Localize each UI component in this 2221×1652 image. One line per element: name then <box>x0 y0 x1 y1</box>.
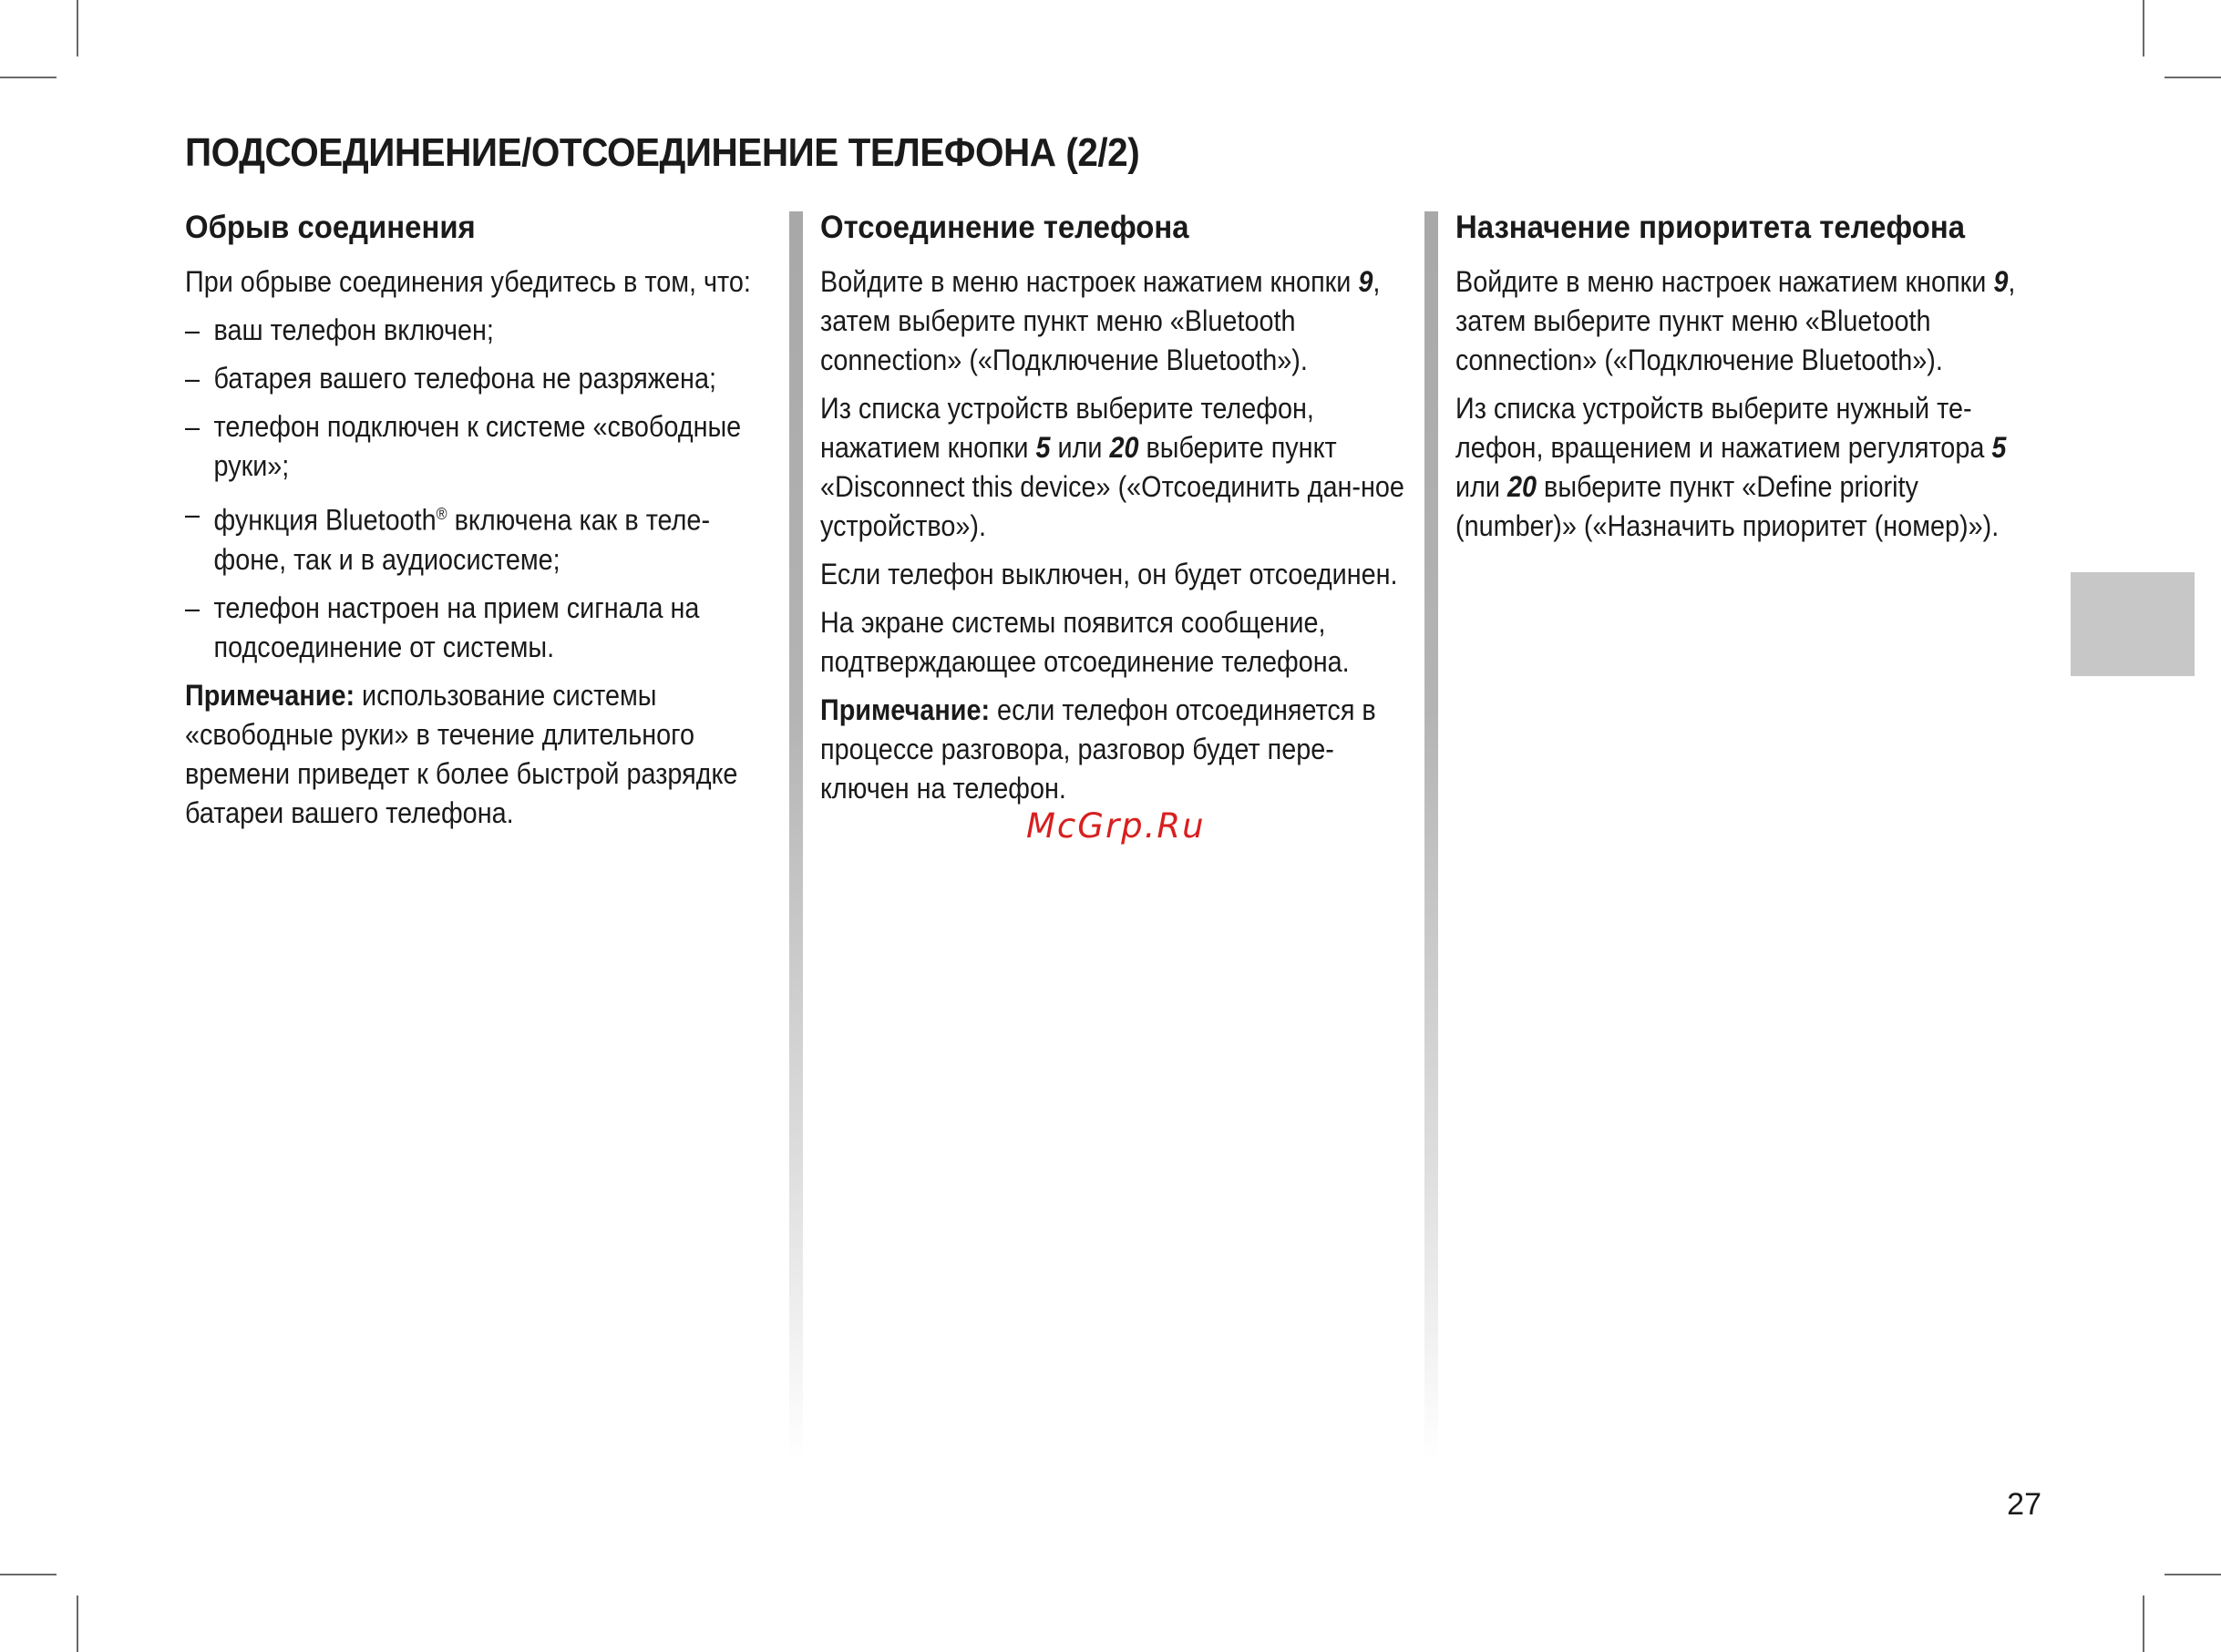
paragraph: Если телефон выключен, он будет отсоединен. <box>820 558 1398 590</box>
paragraph <box>1455 262 2046 380</box>
section-heading: Назначение приоритета телефона <box>1455 210 1966 245</box>
note-text: использование системы «свободные руки» в течение длительного времени приведет к более быстрой разрядке батареи вашего телефона. <box>185 678 738 829</box>
dash-icon: – <box>185 313 201 346</box>
crop-mark <box>2164 1574 2221 1575</box>
list-item <box>185 359 759 398</box>
registered-mark: ® <box>436 505 447 523</box>
crop-mark <box>0 77 57 78</box>
column-separator <box>789 211 803 1460</box>
crop-mark <box>0 1574 57 1575</box>
crop-mark <box>77 1596 78 1652</box>
key-number: 20 <box>1109 431 1139 464</box>
list-item-text: функция Bluetooth <box>213 503 437 537</box>
key-number: 9 <box>1993 265 2009 298</box>
text: или <box>1050 431 1110 464</box>
page-number: 27 <box>2007 1487 2041 1522</box>
text: Войдите в меню настроек нажатием кнопки <box>820 265 1359 298</box>
text: Из списка устройств выберите нужный те-лефон, вращением и нажатием регулятора <box>1455 392 1992 464</box>
list-item <box>185 407 759 486</box>
crop-mark <box>77 0 78 56</box>
list-item-text: ваш телефон включен; <box>213 313 494 346</box>
note <box>820 691 1411 808</box>
note-label: Примечание: <box>185 678 355 712</box>
paragraph: При обрыве соединения убедитесь в том, что: <box>185 265 751 298</box>
watermark: McGrp.Ru <box>1026 806 1206 846</box>
crop-mark <box>2164 77 2221 78</box>
chapter-tab <box>2071 572 2195 676</box>
list-item <box>185 495 759 580</box>
key-number: 5 <box>1991 431 2007 464</box>
list-item-text: батарея вашего телефона не разряжена; <box>213 362 716 395</box>
text: выберите пункт «Define priority (number)» («Назначить приоритет (номер)»). <box>1455 470 2000 542</box>
column-priority <box>1455 206 2048 555</box>
checklist <box>185 311 777 667</box>
list-item <box>185 589 759 667</box>
paragraph: На экране системы появится сообщение, подтверждающее отсоединение телефона. <box>820 606 1350 678</box>
dash-icon: – <box>185 498 201 530</box>
dash-icon: – <box>185 590 201 624</box>
crop-mark <box>2143 1596 2144 1652</box>
note-text: если телефон отсоединяется в процессе разговора, разговор будет пере-ключен на телефон. <box>820 693 1376 805</box>
column-disconnect <box>820 206 1413 817</box>
list-item-text: телефон подключен к системе «свободные руки»; <box>213 410 742 482</box>
key-number: 20 <box>1506 470 1537 503</box>
text: , затем выберите пункт меню «Bluetooth connection» («Подключение Bluetooth»). <box>1455 265 2016 376</box>
dash-icon: – <box>185 410 201 443</box>
section-heading: Отсоединение телефона <box>820 210 1189 245</box>
note-label: Примечание: <box>820 693 991 726</box>
list-item-text: включена как в теле-фоне, так и в аудиосистеме; <box>213 503 711 576</box>
section-heading: Обрыв соединения <box>185 210 476 245</box>
text: выберите пункт «Disconnect this device» («Отсоединить дан-ное устройство»). <box>820 431 1404 542</box>
text: Из списка устройств выберите телефон, нажатием кнопки <box>820 392 1314 464</box>
dash-icon: – <box>185 362 201 395</box>
paragraph <box>820 389 1411 546</box>
column-connection-loss <box>185 206 777 842</box>
text: или <box>1455 470 1507 503</box>
column-separator <box>1424 211 1438 1460</box>
paragraph <box>1455 389 2046 546</box>
text: Войдите в меню настроек нажатием кнопки <box>1455 265 1994 298</box>
text: , затем выберите пункт меню «Bluetooth connection» («Подключение Bluetooth»). <box>820 265 1381 376</box>
key-number: 9 <box>1358 265 1373 298</box>
crop-mark <box>2143 0 2144 56</box>
page-title: ПОДСОЕДИНЕНИЕ/ОТСОЕДИНЕНИЕ ТЕЛЕФОНА (2/2) <box>185 130 1140 175</box>
note <box>185 676 776 833</box>
list-item-text: телефон настроен на прием сигнала на подсоединение от системы. <box>213 590 700 663</box>
key-number: 5 <box>1035 431 1051 464</box>
paragraph <box>820 262 1411 380</box>
list-item <box>185 311 759 350</box>
